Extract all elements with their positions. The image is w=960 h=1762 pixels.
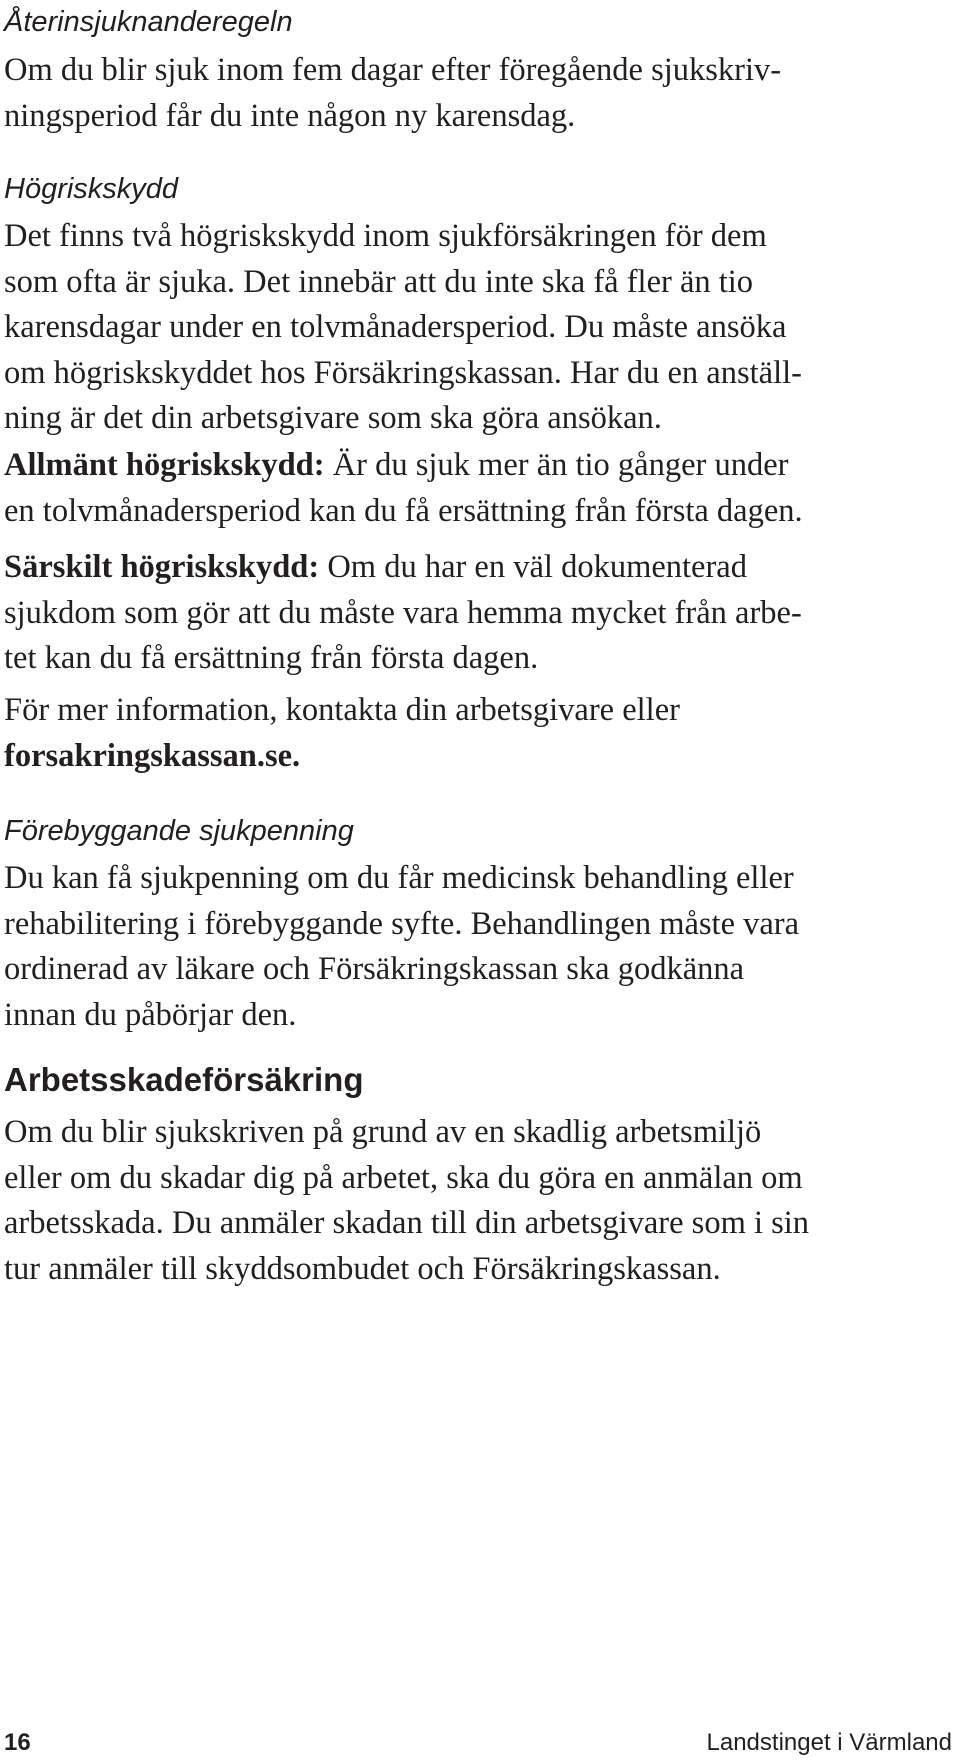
allmant-label: Allmänt högriskskydd: — [4, 447, 325, 483]
sarskilt-label: Särskilt högriskskydd: — [4, 549, 320, 585]
allmant-hogriskskydd-paragraph: Allmänt högriskskydd: Är du sjuk mer än tio gånger under en tolvmånadersperiod kan du få ersättning från första dagen. — [4, 447, 803, 529]
arbetsskada-heading: Arbetsskadeförsäkring — [4, 1061, 364, 1098]
forsakringskassan-link[interactable]: forsakringskassan.se. — [4, 737, 301, 774]
publisher-name: Landstinget i Värmland — [706, 1729, 952, 1756]
arbetsskada-paragraph: Om du blir sjukskriven på grund av en skadlig arbetsmiljö eller om du skadar dig på arbetet, ska du göra en anmälan om arbetsskada. Du anmäler skadan till din arbetsgivare som i sin tur anmäler till skyddsombudet och Försäkringskassan. — [4, 1114, 810, 1287]
aterinsjuknande-paragraph: Om du blir sjuk inom fem dagar efter föregående sjukskriv- ningsperiod får du inte någon ny karensdag. — [4, 52, 782, 134]
hogriskskydd-paragraph: Det finns två högriskskydd inom sjukförsäkringen för dem som ofta är sjuka. Det innebär att du inte ska få fler än tio karensdagar under en tolvmånadersperiod. Du måste ansöka om högriskskyddet hos Försäkringskassan. Har du en anställ- ning är det din arbetsgivare som ska göra ansökan. — [4, 218, 802, 436]
page-number: 16 — [4, 1729, 31, 1756]
info-paragraph: För mer information, kontakta din arbetsgivare eller forsakringskassan.se. — [4, 688, 950, 779]
hogriskskydd-heading: Högriskskydd — [4, 173, 179, 205]
sarskilt-hogriskskydd-paragraph: Särskilt högriskskydd: Om du har en väl dokumenterad sjukdom som gör att du måste vara hemma mycket från arbe- tet kan du få ersättning från första dagen. — [4, 549, 802, 676]
forebyggande-heading: Förebyggande sjukpenning — [4, 815, 354, 847]
forebyggande-paragraph: Du kan få sjukpenning om du får medicinsk behandling eller rehabilitering i förebyggande syfte. Behandlingen måste vara ordinerad av läkare och Försäkringskassan ska godkänna innan du påbörjar den. — [4, 860, 800, 1033]
aterinsjuknande-heading: Återinsjuknanderegeln — [4, 6, 293, 38]
